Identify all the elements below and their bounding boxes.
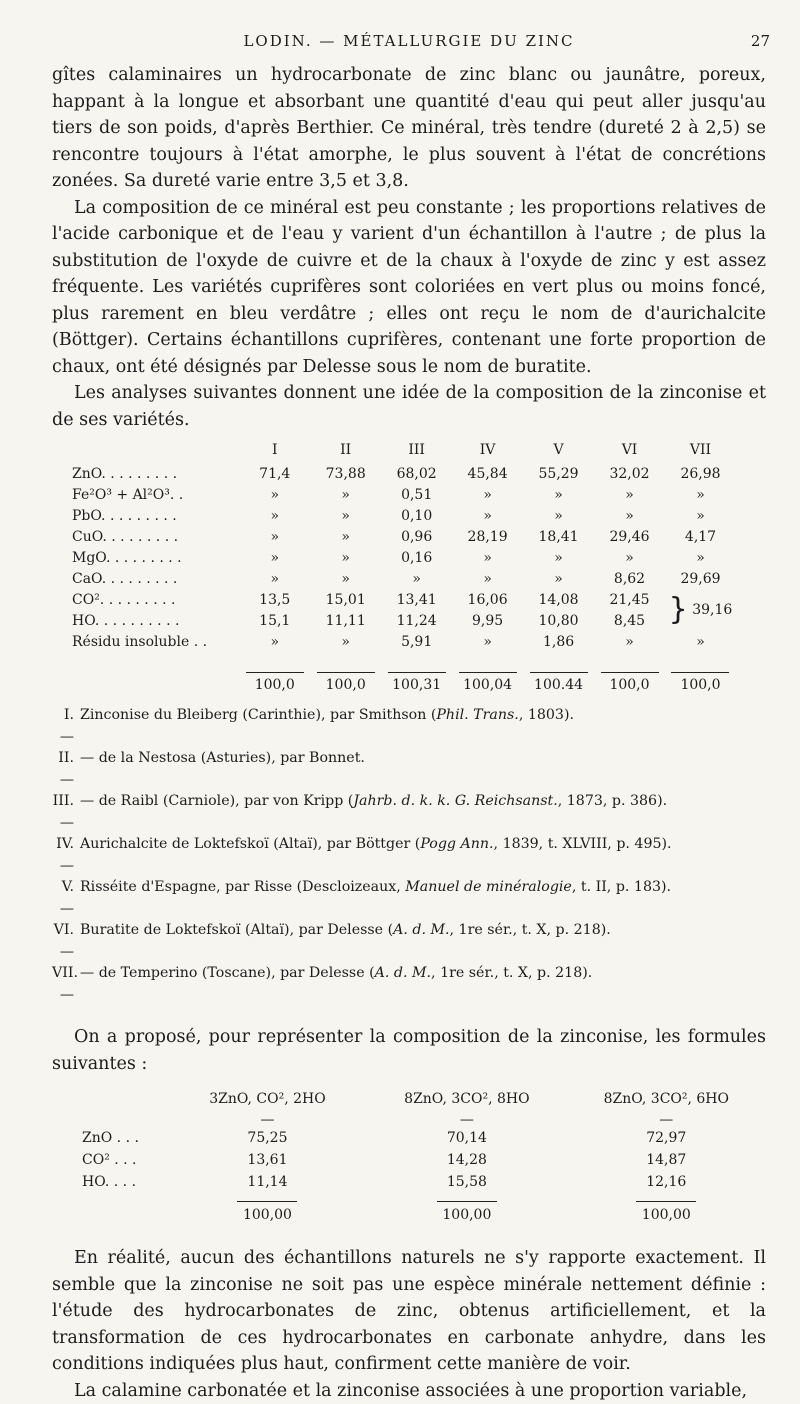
cell: » xyxy=(594,484,665,505)
total-cell: 100,0 xyxy=(239,652,310,693)
cell: 10,80 xyxy=(523,610,594,631)
cell: » xyxy=(523,505,594,526)
cell: » xyxy=(239,547,310,568)
cell: 72,97 xyxy=(567,1127,766,1149)
analyses-totals-row xyxy=(72,652,736,693)
brace-symbol: } xyxy=(669,592,688,627)
analyses-row-pbo xyxy=(72,505,736,526)
total-cell: 100,00 xyxy=(367,1193,566,1223)
paragraph-2: La composition de ce minéral est peu constante ; les proportions relatives de l'acide carbonique et de l'eau y varient d'un échantillon à l'autre ; de plus la substitution de l'oxyde de cuivre et de la chaux à l'oxyde de zinc y est assez fréquente. Les variétés cuprifères sont coloriées en vert plus ou moins foncé, plus rarement en bleu verdâtre ; elles ont reçu le nom de d'aurichalcite (Böttger). Certains échantillons cuprifères, contenant une forte proportion de chaux, ont été désignés par Delesse sous le nom de buratite. xyxy=(52,195,766,381)
analyses-table xyxy=(72,437,736,693)
paragraph-3: Les analyses suivantes donnent une idée de la composition de la zinconise et de ses variétés. xyxy=(52,380,766,433)
row-label: ZnO . . . xyxy=(82,1127,168,1149)
row-label: Résidu insoluble . . xyxy=(72,631,239,652)
reference-item xyxy=(52,791,766,834)
cell: 14,28 xyxy=(367,1149,566,1171)
formula-header: 8ZnO, 3CO², 8HO xyxy=(367,1085,566,1113)
cell: 15,1 xyxy=(239,610,310,631)
totals-label-blank xyxy=(82,1193,168,1223)
total-cell: 100,0 xyxy=(665,652,736,693)
cell: 5,91 xyxy=(381,631,452,652)
formula-header: 3ZnO, CO², 2HO xyxy=(168,1085,367,1113)
reference-number: VI. — xyxy=(52,920,74,963)
paragraph-5: En réalité, aucun des échantillons naturels ne s'y rapporte exactement. Il semble que la zinconise ne soit pas une espèce minérale nettement définie : l'étude des hydrocarbonates de zinc, obtenus artificiellement, et la transformation de ces hydrocarbonates en carbonate anhydre, dans les conditions indiquées plus haut, confirment cette manière de voir. xyxy=(52,1245,766,1378)
cell: » xyxy=(523,568,594,589)
cell: 16,06 xyxy=(452,589,523,610)
cell: 15,58 xyxy=(367,1171,566,1193)
cell: 8,62 xyxy=(594,568,665,589)
cell: 68,02 xyxy=(381,463,452,484)
reference-number: VII. — xyxy=(52,963,74,1006)
total-cell: 100.44 xyxy=(523,652,594,693)
cell: » xyxy=(239,484,310,505)
analyses-col-header: V xyxy=(523,437,594,463)
cell: 14,87 xyxy=(567,1149,766,1171)
cell: » xyxy=(594,505,665,526)
cell: 13,41 xyxy=(381,589,452,610)
cell: 45,84 xyxy=(452,463,523,484)
analyses-row-co2 xyxy=(72,589,736,610)
cell: » xyxy=(665,631,736,652)
row-label: HO. . . . xyxy=(82,1171,168,1193)
row-label: HO. . . . . . . . . . xyxy=(72,610,239,631)
total-cell: 100,0 xyxy=(594,652,665,693)
cell: 29,69 xyxy=(665,568,736,589)
reference-number: I. — xyxy=(52,705,74,748)
cell: » xyxy=(381,568,452,589)
cell: 9,95 xyxy=(452,610,523,631)
paragraph-1: gîtes calaminaires un hydrocarbonate de zinc blanc ou jaunâtre, poreux, happant à la longue et absorbant une quantité d'eau qui peut aller jusqu'au tiers de son poids, d'après Berthier. Ce minéral, très tendre (dureté 2 à 2,5) se rencontre toujours à l'état amorphe, le plus souvent à l'état de concrétions zonées. Sa dureté varie entre 3,5 et 3,8. xyxy=(52,62,766,195)
reference-number: II. — xyxy=(52,748,74,791)
analyses-col-header: VI xyxy=(594,437,665,463)
cell: 18,41 xyxy=(523,526,594,547)
combined-co2-ho-cell xyxy=(665,589,736,631)
cell: 75,25 xyxy=(168,1127,367,1149)
cell: 12,16 xyxy=(567,1171,766,1193)
running-header xyxy=(52,18,766,48)
formulas-table xyxy=(82,1085,766,1223)
cell: 28,19 xyxy=(452,526,523,547)
formulas-header-blank xyxy=(82,1085,168,1113)
analyses-row-cuo xyxy=(72,526,736,547)
row-label: CaO. . . . . . . . . xyxy=(72,568,239,589)
reference-text: — de la Nestosa (Asturies), par Bonnet. xyxy=(74,748,365,791)
cell: 71,4 xyxy=(239,463,310,484)
formulas-row-ho xyxy=(82,1171,766,1193)
cell: » xyxy=(594,547,665,568)
analyses-row-mgo xyxy=(72,547,736,568)
row-label: CO². . . . . . . . . xyxy=(72,589,239,610)
cell: 14,08 xyxy=(523,589,594,610)
paragraph-6: La calamine carbonatée et la zinconise associées à une proportion variable, xyxy=(52,1378,766,1404)
row-label: CuO. . . . . . . . . xyxy=(72,526,239,547)
cell: » xyxy=(452,631,523,652)
cell: » xyxy=(239,631,310,652)
row-label: Fe²O³ + Al²O³. . xyxy=(72,484,239,505)
total-cell: 100,00 xyxy=(168,1193,367,1223)
reference-number: III. — xyxy=(52,791,74,834)
analyses-row-fe-al xyxy=(72,484,736,505)
formulas-totals-row xyxy=(82,1193,766,1223)
reference-item xyxy=(52,920,766,963)
reference-text: Aurichalcite de Loktefskoï (Altaï), par Böttger (Pogg Ann., 1839, t. XLVIII, p. 495). xyxy=(74,834,672,877)
cell: 0,16 xyxy=(381,547,452,568)
row-label: PbO. . . . . . . . . xyxy=(72,505,239,526)
cell: » xyxy=(239,568,310,589)
total-cell: 100,00 xyxy=(567,1193,766,1223)
analyses-header-row xyxy=(72,437,736,463)
cell: 73,88 xyxy=(310,463,381,484)
dash-blank xyxy=(82,1113,168,1127)
analyses-row-ho xyxy=(72,610,736,631)
cell: » xyxy=(452,505,523,526)
cell: » xyxy=(310,568,381,589)
cell: » xyxy=(523,484,594,505)
formulas-row-zno xyxy=(82,1127,766,1149)
cell: 55,29 xyxy=(523,463,594,484)
analyses-header-blank xyxy=(72,437,239,463)
row-label: MgO. . . . . . . . . xyxy=(72,547,239,568)
row-label: ZnO. . . . . . . . . xyxy=(72,463,239,484)
cell: » xyxy=(665,505,736,526)
analyses-row-residu xyxy=(72,631,736,652)
reference-number: V. — xyxy=(52,877,74,920)
cell: 8,45 xyxy=(594,610,665,631)
reference-text: — de Temperino (Toscane), par Delesse (A. d. M., 1re sér., t. X, p. 218). xyxy=(74,963,592,1006)
cell: 13,61 xyxy=(168,1149,367,1171)
total-cell: 100,31 xyxy=(381,652,452,693)
combined-co2-ho-value: 39,16 xyxy=(692,602,732,618)
cell: 4,17 xyxy=(665,526,736,547)
cell: 0,10 xyxy=(381,505,452,526)
formulas-dash-row xyxy=(82,1113,766,1127)
cell: 15,01 xyxy=(310,589,381,610)
cell: 70,14 xyxy=(367,1127,566,1149)
cell: » xyxy=(310,526,381,547)
cell: » xyxy=(594,631,665,652)
formulas-row-co2 xyxy=(82,1149,766,1171)
cell: 32,02 xyxy=(594,463,665,484)
cell: » xyxy=(452,484,523,505)
cell: » xyxy=(310,484,381,505)
cell: 29,46 xyxy=(594,526,665,547)
row-label: CO² . . . xyxy=(82,1149,168,1171)
analyses-col-header: IV xyxy=(452,437,523,463)
reference-item xyxy=(52,705,766,748)
dash-mark: — xyxy=(367,1113,566,1127)
cell: 1,86 xyxy=(523,631,594,652)
total-cell: 100,0 xyxy=(310,652,381,693)
running-title: LODIN. — MÉTALLURGIE DU ZINC xyxy=(52,32,766,50)
reference-text: Zinconise du Bleiberg (Carinthie), par Smithson (Phil. Trans., 1803). xyxy=(74,705,574,748)
reference-item xyxy=(52,877,766,920)
reference-item xyxy=(52,748,766,791)
cell: » xyxy=(452,568,523,589)
cell: » xyxy=(310,505,381,526)
cell: » xyxy=(310,547,381,568)
cell: » xyxy=(523,547,594,568)
cell: » xyxy=(452,547,523,568)
analyses-col-header: III xyxy=(381,437,452,463)
reference-text: Risséite d'Espagne, par Risse (Descloizeaux, Manuel de minéralogie, t. II, p. 183). xyxy=(74,877,671,920)
analyses-col-header: I xyxy=(239,437,310,463)
cell: 11,24 xyxy=(381,610,452,631)
cell: » xyxy=(665,547,736,568)
formula-header: 8ZnO, 3CO², 6HO xyxy=(567,1085,766,1113)
cell: 13,5 xyxy=(239,589,310,610)
page-number: 27 xyxy=(751,32,770,50)
document-page xyxy=(52,18,766,1404)
reference-text: — de Raibl (Carniole), par von Kripp (Jahrb. d. k. k. G. Reichsanst., 1873, p. 386). xyxy=(74,791,667,834)
cell: 26,98 xyxy=(665,463,736,484)
analyses-row-zno xyxy=(72,463,736,484)
paragraph-4: On a proposé, pour représenter la composition de la zinconise, les formules suivantes : xyxy=(52,1024,766,1077)
reference-text: Buratite de Loktefskoï (Altaï), par Delesse (A. d. M., 1re sér., t. X, p. 218). xyxy=(74,920,611,963)
cell: 11,14 xyxy=(168,1171,367,1193)
reference-item xyxy=(52,834,766,877)
reference-item xyxy=(52,963,766,1006)
total-cell: 100,04 xyxy=(452,652,523,693)
cell: » xyxy=(239,526,310,547)
analyses-col-header: II xyxy=(310,437,381,463)
cell: 21,45 xyxy=(594,589,665,610)
cell: » xyxy=(665,484,736,505)
cell: » xyxy=(310,631,381,652)
dash-mark: — xyxy=(567,1113,766,1127)
cell: » xyxy=(239,505,310,526)
references-list xyxy=(52,705,766,1006)
analyses-row-cao xyxy=(72,568,736,589)
formulas-header-row xyxy=(82,1085,766,1113)
cell: 0,51 xyxy=(381,484,452,505)
totals-label-blank xyxy=(72,652,239,693)
cell: 11,11 xyxy=(310,610,381,631)
reference-number: IV. — xyxy=(52,834,74,877)
analyses-col-header: VII xyxy=(665,437,736,463)
cell: 0,96 xyxy=(381,526,452,547)
dash-mark: — xyxy=(168,1113,367,1127)
